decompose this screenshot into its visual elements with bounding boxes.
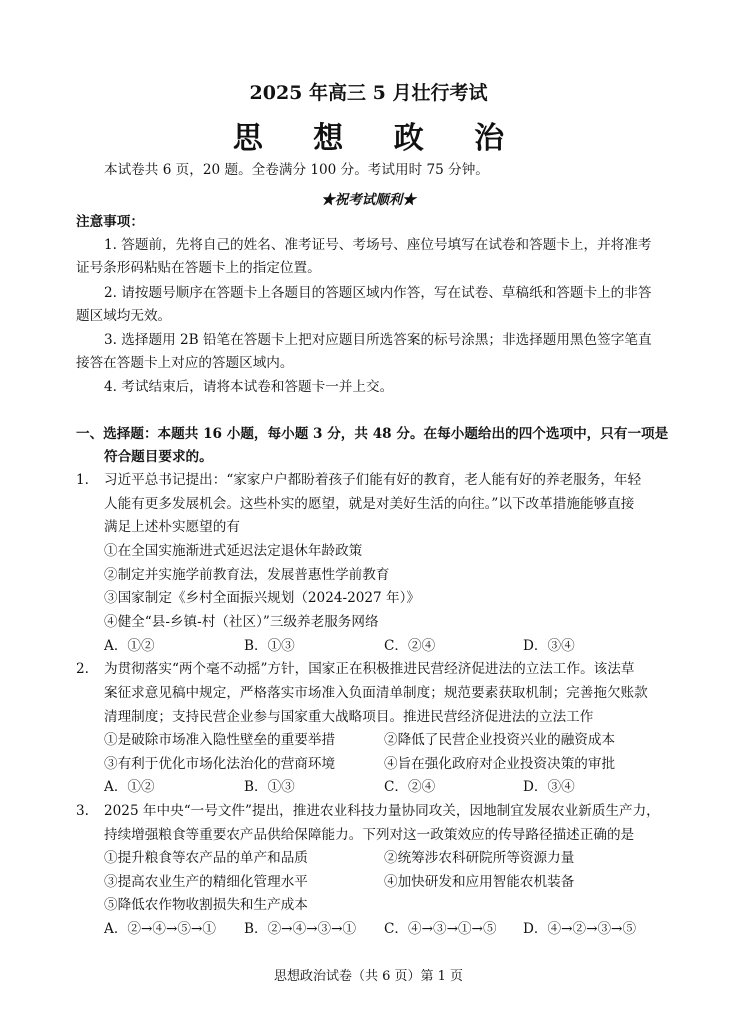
question-1-stem-2: 人能有更多发展机会。这些朴实的愿望，就是对美好生活的向往。”以下改革措施能够直接 — [104, 496, 635, 512]
question-2-option-a: A．①② — [104, 779, 155, 795]
question-1-statement-3: ③国家制定《乡村全面振兴规划（2024-2027 年）》 — [104, 590, 420, 606]
notice-item-2-cont: 题区域均无效。 — [76, 308, 172, 324]
notice-item-1: 1. 答题前，先将自己的姓名、准考证号、考场号、座位号填写在试卷和答题卡上，并将准考 — [104, 237, 652, 253]
question-1-statement-4: ④健全“县-乡镇-村（社区）”三级养老服务网络 — [104, 614, 379, 630]
exam-intro: 本试卷共 6 页，20 题。全卷满分 100 分。考试用时 75 分钟。 — [104, 162, 489, 178]
question-1-stem: 习近平总书记提出：“家家户户都盼着孩子们能有好的教育，老人能有好的养老服务，年轻 — [104, 472, 642, 488]
notice-item-2: 2. 请按题号顺序在答题卡上各题目的答题区域内作答，写在试卷、草稿纸和答题卡上的非答 — [104, 285, 652, 301]
exam-title: 2025 年高三 5 月壮行考试 — [249, 82, 488, 104]
notice-item-3: 3. 选择题用 2B 铅笔在答题卡上把对应题目所选答案的标号涂黑；非选择题用黑色签字笔直 — [104, 332, 652, 348]
question-2-number: 2. — [76, 661, 89, 677]
notice-heading: 注意事项： — [76, 214, 144, 230]
question-1-number: 1. — [76, 472, 89, 488]
question-3-stem: 2025 年中央“一号文件”提出，推进农业科技力量协同攻关，因地制宜发展农业新质生产力， — [104, 803, 660, 819]
question-3-option-c: C．④→③→①→⑤ — [384, 921, 497, 937]
question-1-statement-2: ②制定并实施学前教育法，发展普惠性学前教育 — [104, 567, 390, 583]
question-1-option-d: D．③④ — [523, 638, 575, 654]
question-3-option-a: A．②→④→⑤→① — [104, 921, 216, 937]
notice-item-3-cont: 接答在答题卡上对应的答题区域内。 — [76, 355, 294, 371]
question-1-option-a: A．①② — [104, 638, 155, 654]
question-2-statement-3: ③有利于优化市场化法治化的营商环境 — [104, 756, 336, 772]
question-2-statement-2: ②降低了民营企业投资兴业的融资成本 — [384, 732, 616, 748]
question-1-statement-1: ①在全国实施渐进式延迟法定退休年龄政策 — [104, 543, 363, 559]
question-2-option-c: C．②④ — [384, 779, 436, 795]
question-3-statement-4: ④加快研发和应用智能农机装备 — [384, 874, 575, 890]
question-3-statement-3: ③提高农业生产的精细化管理水平 — [104, 874, 308, 890]
question-3-number: 3. — [76, 803, 89, 819]
subject-title: 思 想 政 治 — [232, 121, 525, 156]
question-2-statement-4: ④旨在强化政府对企业投资决策的审批 — [384, 756, 616, 772]
question-3-option-d: D．④→②→③→⑤ — [523, 921, 637, 937]
section-heading-cont: 符合题目要求的。 — [104, 449, 213, 465]
question-2-option-d: D．③④ — [523, 779, 575, 795]
question-2-statement-1: ①是破除市场准入隐性壁垒的重要举措 — [104, 732, 336, 748]
question-2-stem-3: 清理制度；支持民营企业参与国家重大战略项目。推进民营经济促进法的立法工作 — [104, 709, 594, 725]
question-2-option-b: B．①③ — [244, 779, 295, 795]
question-3-statement-2: ②统筹涉农科研院所等资源力量 — [384, 850, 575, 866]
question-1-stem-3: 满足上述朴实愿望的有 — [104, 519, 240, 535]
question-2-stem-2: 案征求意见稿中规定，严格落实市场准入负面清单制度；规范要素获取机制；完善拖欠账款 — [104, 685, 648, 701]
question-3-stem-2: 持续增强粮食等重要农产品供给保障能力。下列对这一政策效应的传导路径描述正确的是 — [104, 827, 635, 843]
question-1-option-b: B．①③ — [244, 638, 295, 654]
notice-item-1-cont: 证号条形码粘贴在答题卡上的指定位置。 — [76, 260, 321, 276]
section-heading: 一、选择题：本题共 16 小题，每小题 3 分，共 48 分。在每小题给出的四个选项中，只有一项是 — [76, 426, 669, 442]
question-3-option-b: B．②→④→③→① — [244, 921, 357, 937]
question-2-stem: 为贯彻落实“两个毫不动摇”方针，国家正在积极推进民营经济促进法的立法工作。该法草 — [104, 661, 635, 677]
page-footer: 思想政治试卷（共 6 页）第 1 页 — [273, 969, 464, 984]
notice-item-4: 4. 考试结束后，请将本试卷和答题卡一并上交。 — [104, 379, 394, 395]
question-3-statement-5: ⑤降低农作物收割损失和生产成本 — [104, 897, 308, 913]
question-1-option-c: C．②④ — [384, 638, 436, 654]
question-3-statement-1: ①提升粮食等农产品的单产和品质 — [104, 850, 308, 866]
wish-banner: ★祝考试顺利★ — [321, 192, 416, 208]
